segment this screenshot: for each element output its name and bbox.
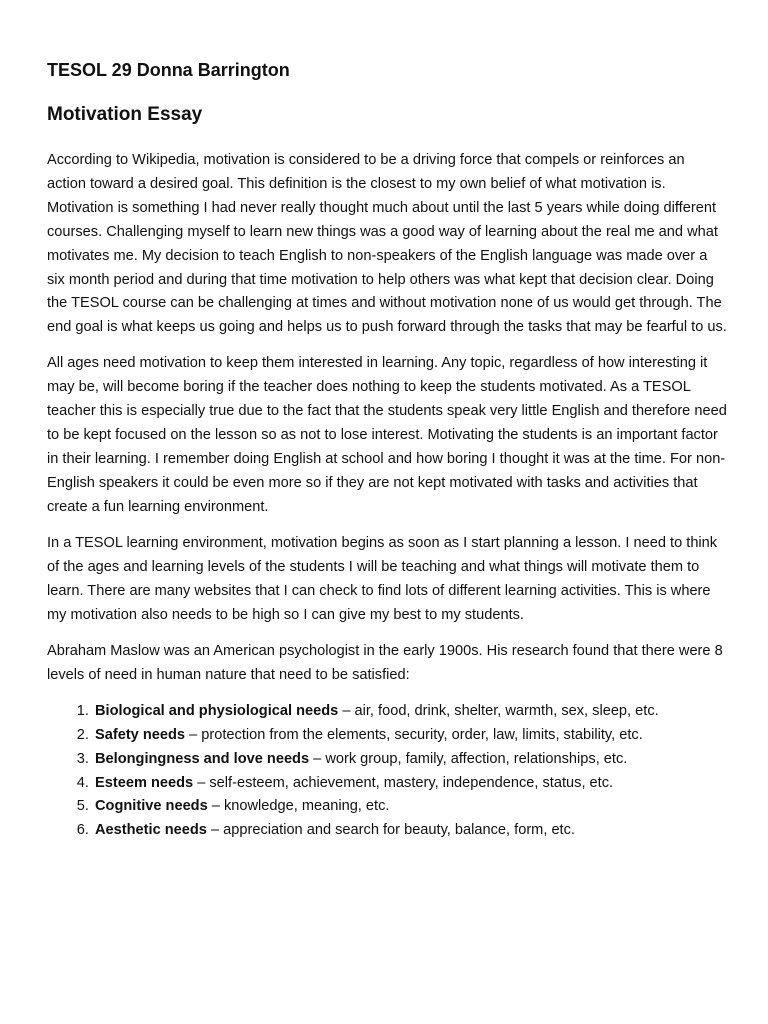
need-name: Safety needs [95, 726, 186, 743]
paragraph: According to Wikipedia, motivation is considered to be a driving force that compels or reinforces an action toward a desired goal. This definition is the closest to my own belief of what motivation is. Motivation is something I had never really thought much about until the last 5 years while doing different courses. Challenging myself to learn new things was a good way of learning about the real me and what motivates me. My decision to teach English to non-speakers of the English language was made over a six month period and during that time motivation to help others was what kept that decision clear. Doing the TESOL course can be challenging at times and without motivation none of us would get through. The end goal is what keeps us going and helps us to push forward through the tasks that may be fearful to us. [47, 152, 727, 336]
needs-list [47, 700, 727, 843]
need-name: Aesthetic needs [95, 822, 207, 839]
list-item [93, 772, 727, 796]
need-desc: – self-esteem, achievement, mastery, independence, status, etc. [193, 774, 614, 791]
need-desc: – air, food, drink, shelter, warmth, sex, sleep, etc. [338, 702, 659, 719]
list-item [93, 795, 727, 819]
need-name: Biological and physiological needs [95, 702, 339, 719]
need-desc: – knowledge, meaning, etc. [207, 798, 390, 815]
paragraph: In a TESOL learning environment, motivation begins as soon as I start planning a lesson. I need to think of the ages and learning levels of the students I will be teaching and what things will motivate them to learn. There are many websites that I can check to find lots of different learning activities. This is where my motivation also needs to be high so I can give my best to my students. [47, 534, 718, 623]
need-desc: – appreciation and search for beauty, balance, form, etc. [206, 822, 575, 839]
need-desc: – protection from the elements, security, order, law, limits, stability, etc. [185, 726, 643, 743]
need-name: Belongingness and love needs [95, 750, 310, 767]
list-item [93, 819, 727, 843]
need-name: Cognitive needs [95, 798, 208, 815]
paragraph: All ages need motivation to keep them interested in learning. Any topic, regardless of how interesting it may be, will become boring if the teacher does nothing to keep the students motivated. As a TESOL teacher this is especially true due to the fact that the students speak very little English and therefore need to be kept focused on the lesson so as not to lose interest. Motivating the students is an important factor in their learning. I remember doing English at school and how boring I thought it was at the time. For non-English speakers it could be even more so if they are not kept motivated with tasks and activities that create a fun learning environment. [47, 355, 727, 515]
need-desc: – work group, family, affection, relationships, etc. [309, 750, 628, 767]
list-item [93, 748, 727, 772]
need-name: Esteem needs [95, 774, 194, 791]
author-line: TESOL 29 Donna Barrington [47, 60, 290, 80]
list-item [93, 724, 727, 748]
essay-body [47, 149, 727, 843]
paragraph: Abraham Maslow was an American psychologist in the early 1900s. His research found that there were 8 levels of need in human nature that need to be satisfied: [47, 642, 723, 683]
essay-title: Motivation Essay [47, 104, 203, 125]
list-item [93, 700, 727, 724]
